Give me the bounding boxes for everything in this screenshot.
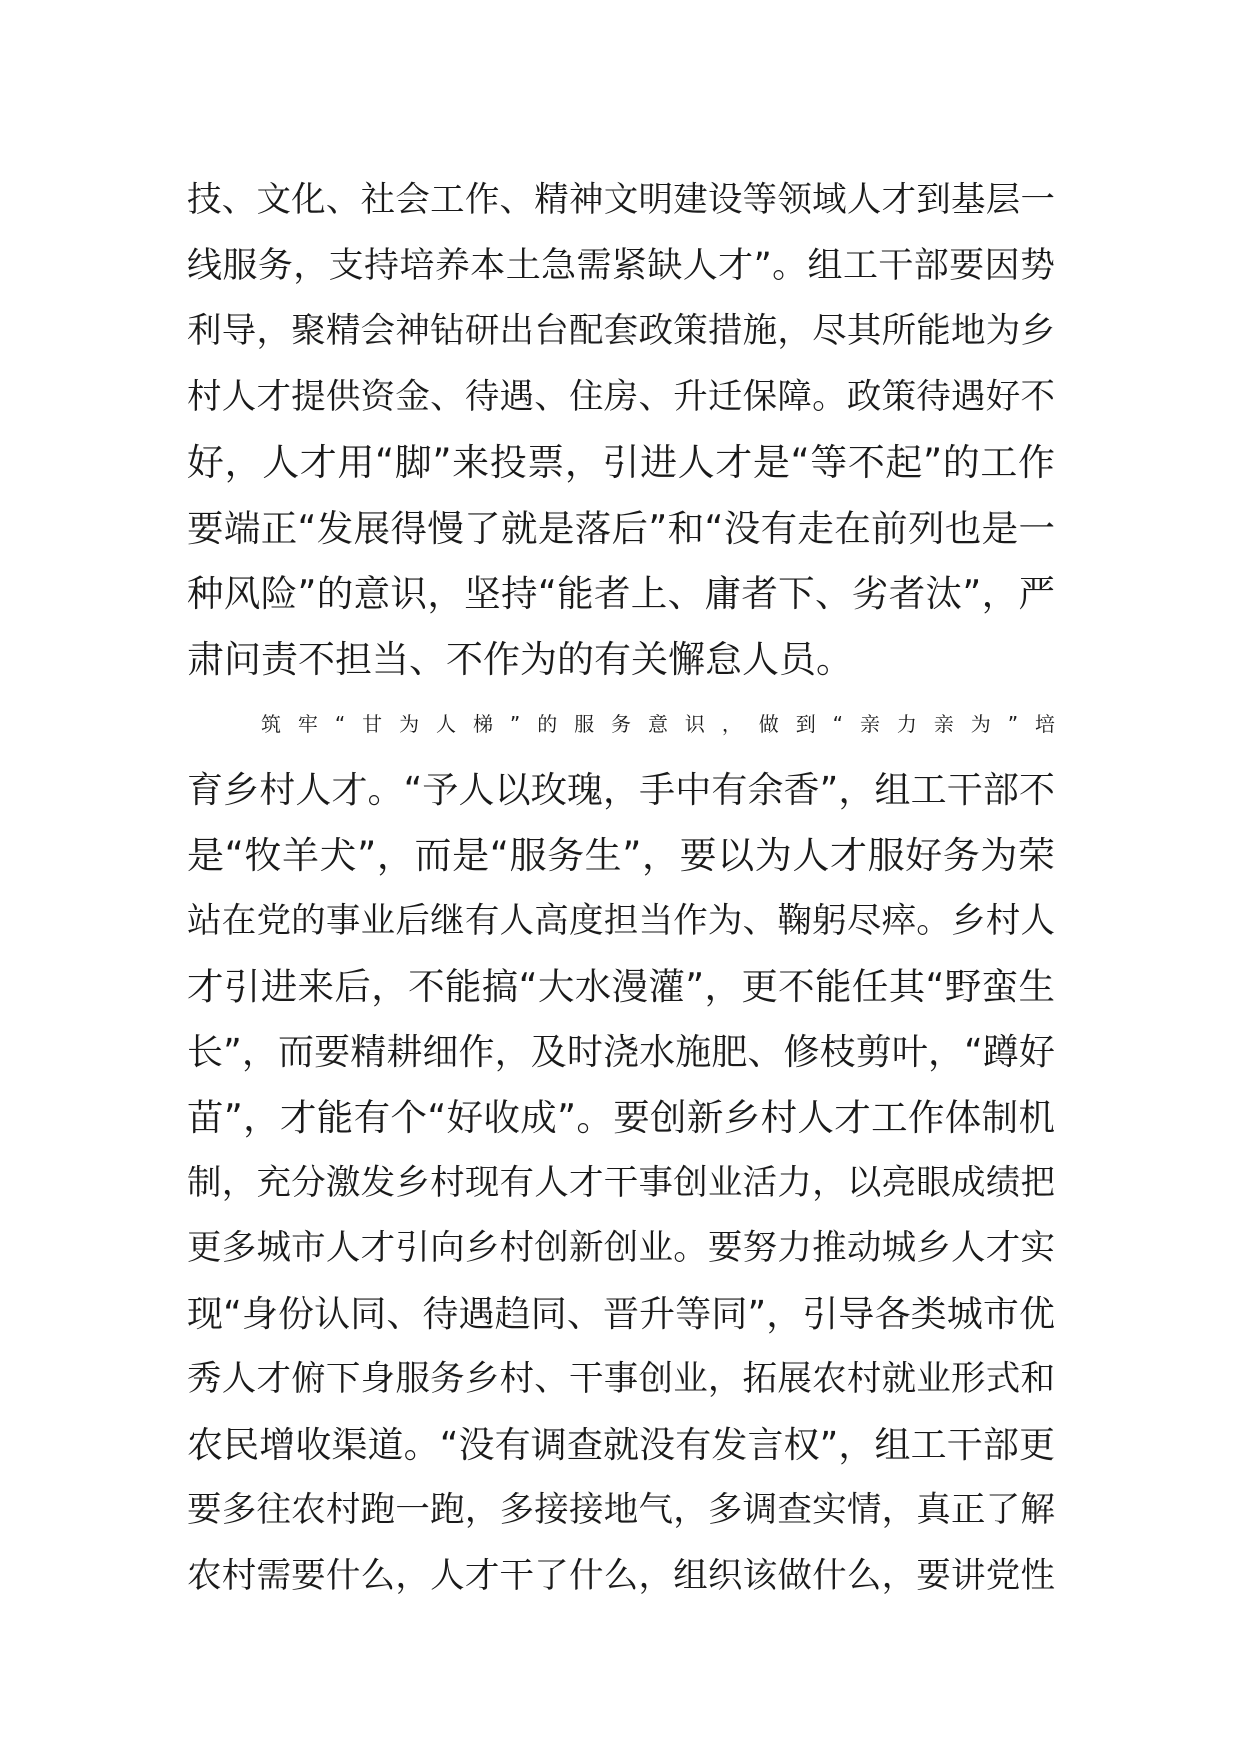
text-line: 要多往农村跑一跑，多接接地气，多调查实情，真正了解 xyxy=(187,1490,1055,1530)
text-line: 长”，而要精耕细作，及时浇水施肥、修枝剪叶，“蹲好 xyxy=(187,1031,1055,1073)
text-line: 才引进来后，不能搞“大水漫灌”，更不能任其“野蛮生 xyxy=(187,965,1055,1008)
text-line: 种风险”的意识，坚持“能者上、庸者下、劣者汰”，严 xyxy=(187,572,1055,615)
text-line: 好，人才用“脚”来投票，引进人才是“等不起”的工作 xyxy=(187,441,1055,484)
text-line: 利导，聚精会神钻研出台配套政策措施，尽其所能地为乡 xyxy=(187,311,1055,351)
text-line: 现“身份认同、待遇趋同、晋升等同”，引导各类城市优 xyxy=(187,1293,1055,1335)
text-line: 苗”，才能有个“好收成”。要创新乡村人才工作体制机 xyxy=(187,1096,1055,1139)
text-line: 农村需要什么，人才干了什么，组织该做什么，要讲党性 xyxy=(187,1555,1055,1596)
text-line: 村人才提供资金、待遇、住房、升迁保障。政策待遇好不 xyxy=(187,376,1055,417)
text-line: 线服务，支持培养本土急需紧缺人才”。组工干部要因势 xyxy=(187,245,1055,286)
paragraph-end-line: 肃问责不担当、不作为的有关懈怠人员。 xyxy=(187,637,853,681)
text-line: 制，充分激发乡村现有人才干事创业活力，以亮眼成绩把 xyxy=(187,1162,1055,1203)
text-line: 育乡村人才。“予人以玫瑰，手中有余香”，组工干部不 xyxy=(187,769,1055,811)
text-line: 是“牧羊犬”，而是“服务生”，要以为人才服好务为荣 xyxy=(187,834,1055,877)
text-line: 农民增收渠道。“没有调查就没有发言权”，组工干部更 xyxy=(187,1424,1055,1466)
paragraph-first-line: 筑牢“甘为人梯”的服务意识，做到“亲力亲为”培 xyxy=(261,712,1055,736)
text-line: 要端正“发展得慢了就是落后”和“没有走在前列也是一 xyxy=(187,506,1055,550)
text-line: 更多城市人才引向乡村创新创业。要努力推动城乡人才实 xyxy=(187,1228,1055,1268)
text-line: 秀人才俯下身服务乡村、干事创业，拓展农村就业形式和 xyxy=(187,1359,1055,1399)
text-line: 站在党的事业后继有人高度担当作为、鞠躬尽瘁。乡村人 xyxy=(187,900,1055,941)
body-text xyxy=(187,168,1055,1609)
text-line: 技、文化、社会工作、精神文明建设等领域人才到基层一 xyxy=(187,180,1055,220)
